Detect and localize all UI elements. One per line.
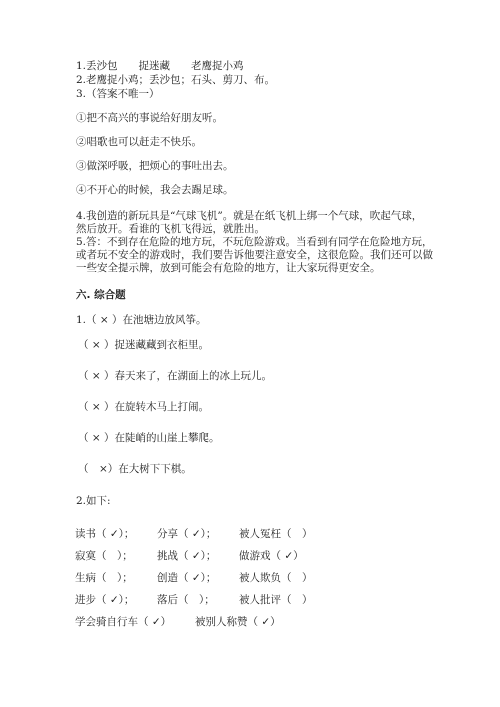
table-cell: 进步（ ✓）； xyxy=(75,594,135,606)
q1-item: （ ×）在大树下下棋。 xyxy=(78,463,192,475)
answer-5-line-2: 或者玩不安全的游戏时，我们要告诉他要注意安全，这很危险。我们还可以做 xyxy=(76,249,433,261)
table-cell: 被人欺负（ ） xyxy=(239,572,313,584)
table-cell: 生病（ ）； xyxy=(75,572,133,584)
answer-1: 1.丢沙包 捉迷藏 老鹰捉小鸡 xyxy=(76,60,244,72)
table-cell: 寂寞（ ）； xyxy=(75,550,133,562)
answer-2: 2.老鹰捉小鸡；丢沙包；石头、剪刀、布。 xyxy=(76,74,276,86)
q1-item: （ × ）在陡峭的山崖上攀爬。 xyxy=(78,432,220,444)
table-cell: 被人批评（ ） xyxy=(239,594,313,606)
answer-3: 3.（答案不唯一） xyxy=(76,88,160,100)
q1-item: （ × ）捉迷藏藏到衣柜里。 xyxy=(78,339,209,351)
table-cell: 做游戏（ ✓） xyxy=(239,550,304,562)
table-cell: 落后（ ）； xyxy=(157,594,215,606)
q1-item: 1.（ × ）在池塘边放风筝。 xyxy=(76,314,207,326)
answer-3-option-3: ③做深呼吸，把烦心的事吐出去。 xyxy=(76,160,234,172)
answer-5-line-3: 一些安全提示牌，放到可能会有危险的地方，让大家玩得更安全。 xyxy=(76,262,381,274)
answer-5-line-1: 5.答：不到存在危险的地方玩，不玩危险游戏。当看到有同学在危险地方玩， xyxy=(76,236,433,248)
table-cell: 分享（ ✓）； xyxy=(157,528,217,540)
table-cell: 被别人称赞（ ✓） xyxy=(195,616,281,628)
table-cell: 学会骑自行车（ ✓） xyxy=(75,616,172,628)
table-cell: 读书（ ✓）； xyxy=(75,528,135,540)
table-cell: 创造（ ✓）； xyxy=(157,572,217,584)
table-cell: 被人冤枉（ ） xyxy=(239,528,313,540)
answer-4-line-1: 4.我创造的新玩具是“气球飞机”。就是在纸飞机上绑一个气球，吹起气球， xyxy=(76,210,423,222)
answer-3-option-4: ④不开心的时候，我会去踢足球。 xyxy=(76,184,234,196)
table-cell: 挑战（ ✓）； xyxy=(157,550,217,562)
answer-4-line-2: 然后放开。看谁的飞机飞得远，就胜出。 xyxy=(76,223,265,235)
q2-label: 2.如下: xyxy=(76,495,111,507)
section-6-title: 六. 综合题 xyxy=(76,289,126,301)
q1-item: （ × ）在旋转木马上打闹。 xyxy=(78,401,209,413)
answer-3-option-2: ②唱歌也可以赶走不快乐。 xyxy=(76,136,202,148)
answer-3-option-1: ①把不高兴的事说给好朋友听。 xyxy=(76,112,223,124)
q1-item: （ × ）春天来了，在湖面上的冰上玩儿。 xyxy=(78,370,272,382)
